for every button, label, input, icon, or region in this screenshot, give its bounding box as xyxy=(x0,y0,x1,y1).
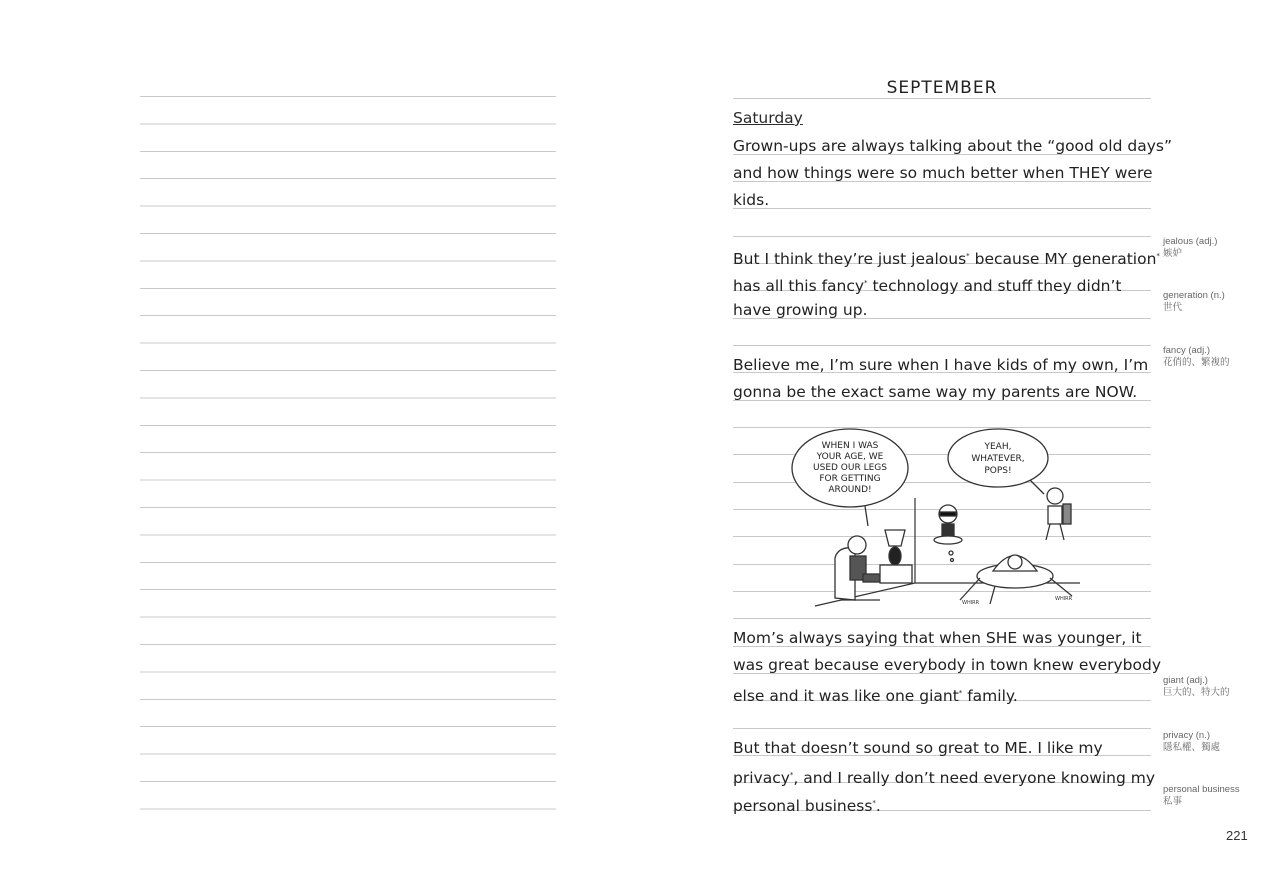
glossary-meaning: 巨大的、特大的 xyxy=(1163,687,1230,698)
text-run: family. xyxy=(962,687,1018,706)
left-ruled-page xyxy=(140,96,556,816)
sound-effect-text: WHIRR xyxy=(962,600,980,606)
footnote-asterisk: * xyxy=(864,279,868,287)
page-number: 221 xyxy=(1226,828,1248,843)
text-line xyxy=(733,243,1160,274)
bubble-text: WHATEVER, xyxy=(971,454,1025,464)
text-line: gonna be the exact same way my parents are NOW. xyxy=(733,383,1138,401)
glossary-entry xyxy=(1163,730,1220,754)
glossary-meaning: 花俏的、繁複的 xyxy=(1163,357,1230,368)
bubble-text: WHEN I WAS xyxy=(821,441,879,451)
footnote-asterisk: * xyxy=(1156,252,1160,260)
bubble-text: USED OUR LEGS xyxy=(813,463,887,473)
text-line xyxy=(733,762,1156,793)
glossary-entry xyxy=(1163,784,1240,808)
text-run: . xyxy=(875,797,881,816)
footnote-asterisk: * xyxy=(872,799,876,807)
text-line: kids. xyxy=(733,191,770,209)
rule-line xyxy=(733,236,1151,237)
glossary-term: giant (adj.) xyxy=(1163,675,1208,686)
text-line: have growing up. xyxy=(733,301,868,319)
glossary-term: privacy (n.) xyxy=(1163,730,1210,741)
lamp-table xyxy=(880,530,912,583)
sound-effect-text: WHIRR xyxy=(1055,596,1073,602)
text-line xyxy=(733,270,1153,301)
footnote-asterisk: * xyxy=(958,689,963,697)
text-line xyxy=(733,790,1153,821)
footnote-asterisk: * xyxy=(966,252,970,260)
bubble-text: YOUR AGE, WE xyxy=(816,452,884,462)
text-run: , and I really don’t need everyone knowing my xyxy=(793,769,1156,788)
bubble-text: AROUND! xyxy=(828,485,872,495)
text-run: privacy xyxy=(733,769,790,788)
footnote-asterisk: * xyxy=(789,771,794,779)
text-run: has all this fancy xyxy=(733,277,865,296)
text-run: because MY generation xyxy=(969,250,1157,269)
glossary-meaning: 私事 xyxy=(1163,796,1183,807)
glossary-meaning: 世代 xyxy=(1163,302,1183,313)
text-run: personal business xyxy=(733,797,873,816)
glossary-term: fancy (adj.) xyxy=(1163,345,1210,356)
text-line: was great because everybody in town knew everybody xyxy=(733,656,1162,674)
bubble-text: POPS! xyxy=(984,466,1012,476)
rule-line xyxy=(733,728,1151,729)
bubble-text: FOR GETTING xyxy=(819,474,881,484)
glossary-term: generation (n.) xyxy=(1163,290,1225,301)
cartoon-illustration xyxy=(780,428,1110,608)
glossary-entry xyxy=(1163,290,1225,314)
glossary-entry xyxy=(1163,675,1230,699)
left-speech-bubble xyxy=(792,429,908,526)
text-line: Believe me, I’m sure when I have kids of my own, I’m xyxy=(733,356,1149,374)
greg-floating-chair xyxy=(934,505,962,562)
rule-line xyxy=(733,618,1151,619)
page-title: SEPTEMBER xyxy=(886,78,998,98)
jetpack-kid xyxy=(1046,488,1071,540)
text-run: else and it was like one giant xyxy=(733,687,959,706)
glossary-entry xyxy=(1163,345,1230,369)
text-line: But that doesn’t sound so great to ME. I like my xyxy=(733,739,1103,757)
right-speech-bubble xyxy=(948,429,1048,494)
glossary-term: jealous (adj.) xyxy=(1163,236,1218,247)
text-run: But I think they’re just jealous xyxy=(733,250,967,269)
glossary-term: personal business xyxy=(1163,784,1240,795)
glossary-entry xyxy=(1163,236,1217,260)
text-line: and how things were so much better when THEY were xyxy=(733,164,1153,182)
text-run: technology and stuff they didn’t xyxy=(867,277,1122,296)
text-line: Grown-ups are always talking about the “good old days” xyxy=(733,137,1172,155)
glossary-meaning: 嫉妒 xyxy=(1163,248,1183,259)
text-line: Mom’s always saying that when SHE was younger, it xyxy=(733,629,1142,647)
rule-line xyxy=(733,345,1151,346)
bubble-text: YEAH, xyxy=(984,442,1012,452)
text-line xyxy=(733,680,1153,711)
day-heading: Saturday xyxy=(733,109,803,127)
dad-in-armchair xyxy=(835,536,885,600)
glossary-meaning: 隱私權、獨處 xyxy=(1163,742,1221,753)
rule-line xyxy=(733,98,1151,99)
